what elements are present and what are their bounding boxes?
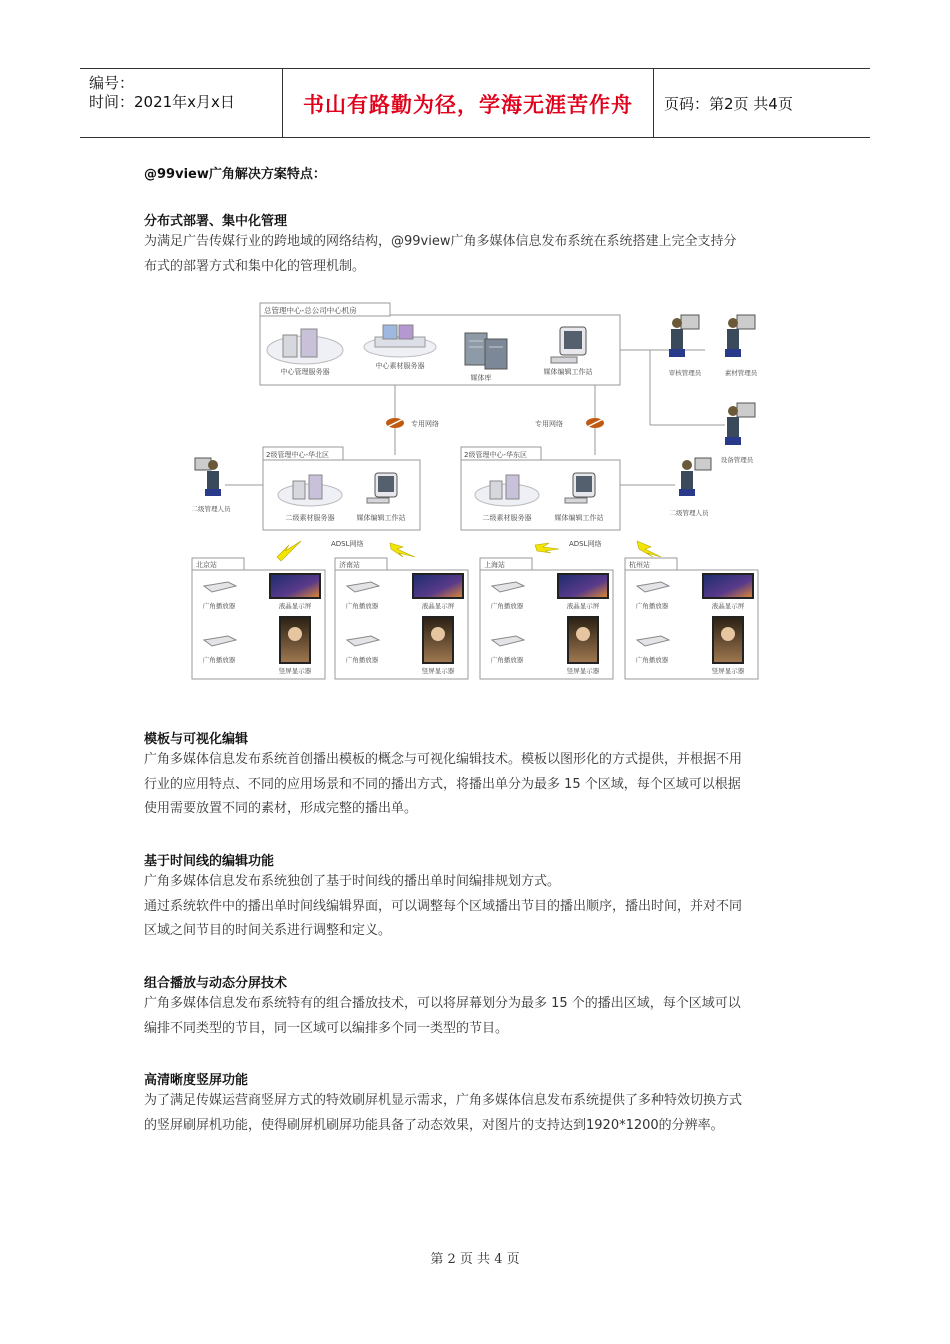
station-item-label: 液晶显示屏: [421, 602, 455, 610]
adsl-label: ADSL网络: [331, 540, 364, 548]
network-architecture-diagram: [185, 295, 765, 685]
section-paragraph: [144, 992, 814, 1041]
station-item-label: 竖屏显示器: [566, 667, 600, 675]
region-item-label: 媒体编辑工作站: [356, 514, 406, 522]
paragraph-line: 广角多媒体信息发布系统首创播出模板的概念与可视化编辑技术。模板以图形化的方式提供，并根据不用: [144, 752, 743, 767]
station-item-label: 竖屏显示器: [278, 667, 312, 675]
station-box: [625, 558, 758, 679]
station-item-label: 广角播放器: [490, 656, 524, 664]
station-group: [192, 558, 758, 679]
station-item-label: 液晶显示屏: [711, 602, 745, 610]
station-item-label: 液晶显示屏: [566, 602, 600, 610]
region-item-label: 媒体编辑工作站: [554, 514, 604, 522]
region-title: 2级管理中心-华北区: [266, 451, 329, 459]
station-box: [335, 558, 468, 679]
section-heading: 组合播放与动态分屏技术: [144, 976, 288, 991]
time-label: 时间：2021年x月x日: [89, 93, 235, 111]
hq-title: 总管理中心-总公司中心机房: [264, 306, 357, 315]
station-box: [192, 558, 325, 679]
header-info-cell: [80, 69, 283, 137]
station-item-label: 竖屏显示器: [711, 667, 745, 675]
header-page-cell: [654, 69, 870, 137]
region-box: [461, 447, 620, 530]
section-paragraph: [144, 748, 814, 822]
network-node-icon: [586, 418, 604, 428]
paragraph-line: 编排不同类型的节目，同一区域可以编排多个同一类型的节目。: [144, 1020, 509, 1036]
station-item-label: 广角播放器: [635, 656, 669, 664]
station-item-label: 广角播放器: [202, 602, 236, 610]
operator-person-icon: [679, 458, 711, 496]
station-item-label: 广角播放器: [345, 602, 379, 610]
paragraph-line: 区域之间节目的时间关系进行调整和定义。: [144, 923, 392, 938]
paragraph-line: 使用需要放置不同的素材，形成完整的播出单。: [144, 801, 418, 816]
admin-person-icon: [725, 403, 755, 445]
paragraph-line: 布式的部署方式和集中化的管理机制。: [144, 258, 366, 274]
adsl-label: ADSL网络: [569, 540, 602, 548]
section-heading: 模板与可视化编辑: [144, 732, 249, 747]
station-item-label: 广角播放器: [635, 602, 669, 610]
hq-box: [260, 303, 620, 385]
station-name: 上海站: [484, 561, 505, 569]
station-item-label: 广角播放器: [202, 656, 236, 664]
page-footer: 第 2 页 共 4 页: [430, 1252, 520, 1267]
admin-person-icon: [725, 315, 755, 357]
network-node-icon: [386, 418, 404, 428]
paragraph-line: 的竖屏刷屏机功能，使得刷屏机刷屏功能具备了动态效果，对图片的支持达到1920*1200的分辨率。: [144, 1117, 724, 1133]
station-item-label: 广角播放器: [345, 656, 379, 664]
page-header: [80, 68, 870, 138]
number-label: 编号：: [89, 74, 135, 92]
section-heading: 高清晰度竖屏功能: [144, 1073, 249, 1088]
region-item-label: 二级素材服务器: [482, 514, 532, 522]
region-title: 2级管理中心-华东区: [464, 451, 527, 459]
operator-label: 二级管理人员: [669, 509, 709, 517]
region-box: [263, 447, 420, 530]
paragraph-line: 广角多媒体信息发布系统特有的组合播放技术，可以将屏幕划分为最多 15 个的播出区域，每个区域可以: [144, 996, 741, 1011]
station-item-label: 液晶显示屏: [278, 602, 312, 610]
admin-person-icon: [669, 315, 699, 357]
network-label: 专用网络: [411, 420, 439, 428]
paragraph-line: 广角多媒体信息发布系统独创了基于时间线的播出单时间编排规划方式。: [144, 874, 561, 889]
station-item-label: 竖屏显示器: [421, 667, 455, 675]
region-item-label: 二级素材服务器: [285, 514, 335, 522]
hq-item-label: 媒体编辑工作站: [543, 368, 593, 376]
station-name: 北京站: [196, 561, 217, 569]
station-name: 济南站: [339, 561, 360, 569]
hq-item-label: 中心素材服务器: [375, 362, 425, 370]
intro-heading: @99view广角解决方案特点：: [144, 167, 326, 182]
section-heading: 分布式部署、集中化管理: [144, 214, 288, 229]
station-box: [480, 558, 613, 679]
network-label: 专用网络: [535, 420, 563, 428]
page-label: 页码：第2页 共4页: [664, 95, 793, 113]
admin-label: 素材管理员: [724, 369, 758, 377]
paragraph-line: 为满足广告传媒行业的跨地域的网络结构，@99view广角多媒体信息发布系统在系统搭建上完全支持分: [144, 234, 737, 249]
section-heading: 基于时间线的编辑功能: [144, 854, 275, 869]
section-paragraph: [144, 870, 814, 944]
station-item-label: 广角播放器: [490, 602, 524, 610]
section-paragraph: [144, 230, 814, 279]
hq-item-label: 媒体库: [470, 374, 492, 382]
operator-label: 二级管理人员: [191, 505, 231, 513]
admin-label: 设备管理员: [720, 456, 754, 464]
section-paragraph: [144, 1089, 814, 1138]
station-name: 杭州站: [629, 561, 650, 569]
header-motto-cell: [283, 69, 654, 137]
admin-label: 审核管理员: [668, 369, 702, 377]
operator-person-icon: [195, 458, 221, 496]
paragraph-line: 行业的应用特点、不同的应用场景和不同的播出方式，将播出单分为最多 15 个区域，每个区域可以根据: [144, 776, 741, 792]
motto-text: 书山有路勤为径，学海无涯苦作舟: [303, 93, 633, 117]
paragraph-line: 通过系统软件中的播出单时间线编辑界面，可以调整每个区域播出节目的播出顺序，播出时间，并对不同: [144, 898, 743, 914]
hq-item-label: 中心管理服务器: [280, 368, 330, 376]
paragraph-line: 为了满足传媒运营商竖屏方式的特效刷屏机显示需求，广角多媒体信息发布系统提供了多种特效切换方式: [144, 1093, 743, 1108]
